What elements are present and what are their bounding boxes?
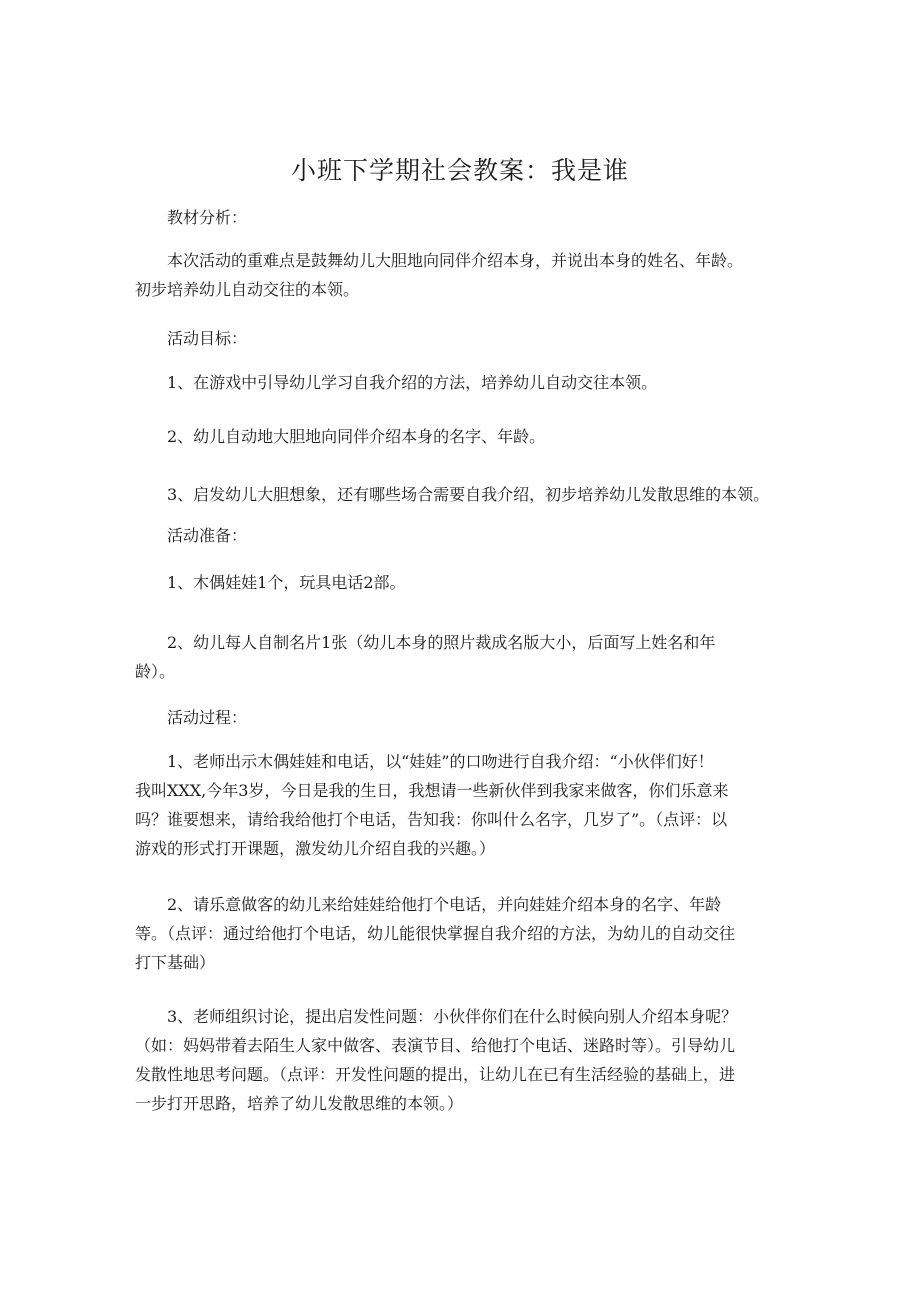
step-1-line-2: 我叫XXX,今年3岁，今日是我的生日，我想请一些新伙伴到我家来做客，你们乐意来 — [135, 781, 729, 800]
analysis-heading: 教材分析： — [167, 208, 248, 227]
process-step-1 — [135, 747, 795, 863]
prep-1-text: 1、木偶娃娃1个，玩具电话2部。 — [167, 573, 406, 592]
step-2-line-1: 2、请乐意做客的幼儿来给娃娃给他打个电话，并向娃娃介绍本身的名字、年龄 — [167, 895, 722, 914]
process-step-3 — [135, 1002, 795, 1118]
step-3-line-2: （如：妈妈带着去陌生人家中做客、表演节目、给他打个电话、迷路时等）。引导幼儿 — [135, 1036, 736, 1055]
step-3-line-1: 3、老师组织讨论，提出启发性问题：小伙伴你们在什么时候向别人介绍本身呢？ — [167, 1007, 738, 1026]
prep-item-2 — [135, 628, 795, 686]
goal-item-2 — [135, 422, 795, 451]
process-heading: 活动过程： — [167, 708, 248, 727]
prep-2-line-2: 龄）。 — [135, 662, 176, 681]
goal-item-1 — [135, 368, 795, 397]
step-2-line-3: 打下基础） — [135, 953, 216, 972]
analysis-paragraph — [135, 246, 795, 304]
process-step-2 — [135, 890, 795, 977]
step-2-line-2: 等。（点评：通过给他打个电话，幼儿能很快掌握自我介绍的方法，为幼儿的自动交往 — [135, 924, 736, 943]
analysis-line-2: 初步培养幼儿自动交往的本领。 — [135, 280, 360, 299]
goal-item-3 — [135, 480, 795, 509]
step-3-line-3: 发散性地思考问题。（点评：开发性问题的提出，让幼儿在已有生活经验的基础上，进 — [135, 1065, 736, 1084]
document-title: 小班下学期社会教案：我是谁 — [290, 156, 629, 185]
step-3-line-4: 一步打开思路，培养了幼儿发散思维的本领。） — [135, 1094, 464, 1113]
goal-1-text: 1、在游戏中引导幼儿学习自我介绍的方法，培养幼儿自动交往本领。 — [167, 373, 658, 392]
goal-3-text: 3、启发幼儿大胆想象，还有哪些场合需要自我介绍，初步培养幼儿发散思维的本领。 — [167, 485, 770, 504]
analysis-line-1: 本次活动的重难点是鼓舞幼儿大胆地向同伴介绍本身，并说出本身的姓名、年龄。 — [167, 251, 744, 270]
goal-2-text: 2、幼儿自动地大胆地向同伴介绍本身的名字、年龄。 — [167, 427, 546, 446]
step-1-line-1: 1、老师出示木偶娃娃和电话，以“娃娃”的口吻进行自我介绍：“小伙伴们好！ — [167, 752, 714, 771]
prep-item-1 — [135, 568, 795, 597]
goals-heading: 活动目标： — [167, 329, 248, 348]
prep-2-line-1: 2、幼儿每人自制名片1张（幼儿本身的照片裁成名版大小，后面写上姓名和年 — [167, 633, 716, 652]
step-1-line-3: 吗？谁要想来，请给我给他打个电话，告知我：你叫什么名字，几岁了”。（点评：以 — [135, 810, 728, 829]
step-1-line-4: 游戏的形式打开课题，激发幼儿介绍自我的兴趣。） — [135, 839, 496, 858]
prep-heading: 活动准备： — [167, 526, 248, 545]
